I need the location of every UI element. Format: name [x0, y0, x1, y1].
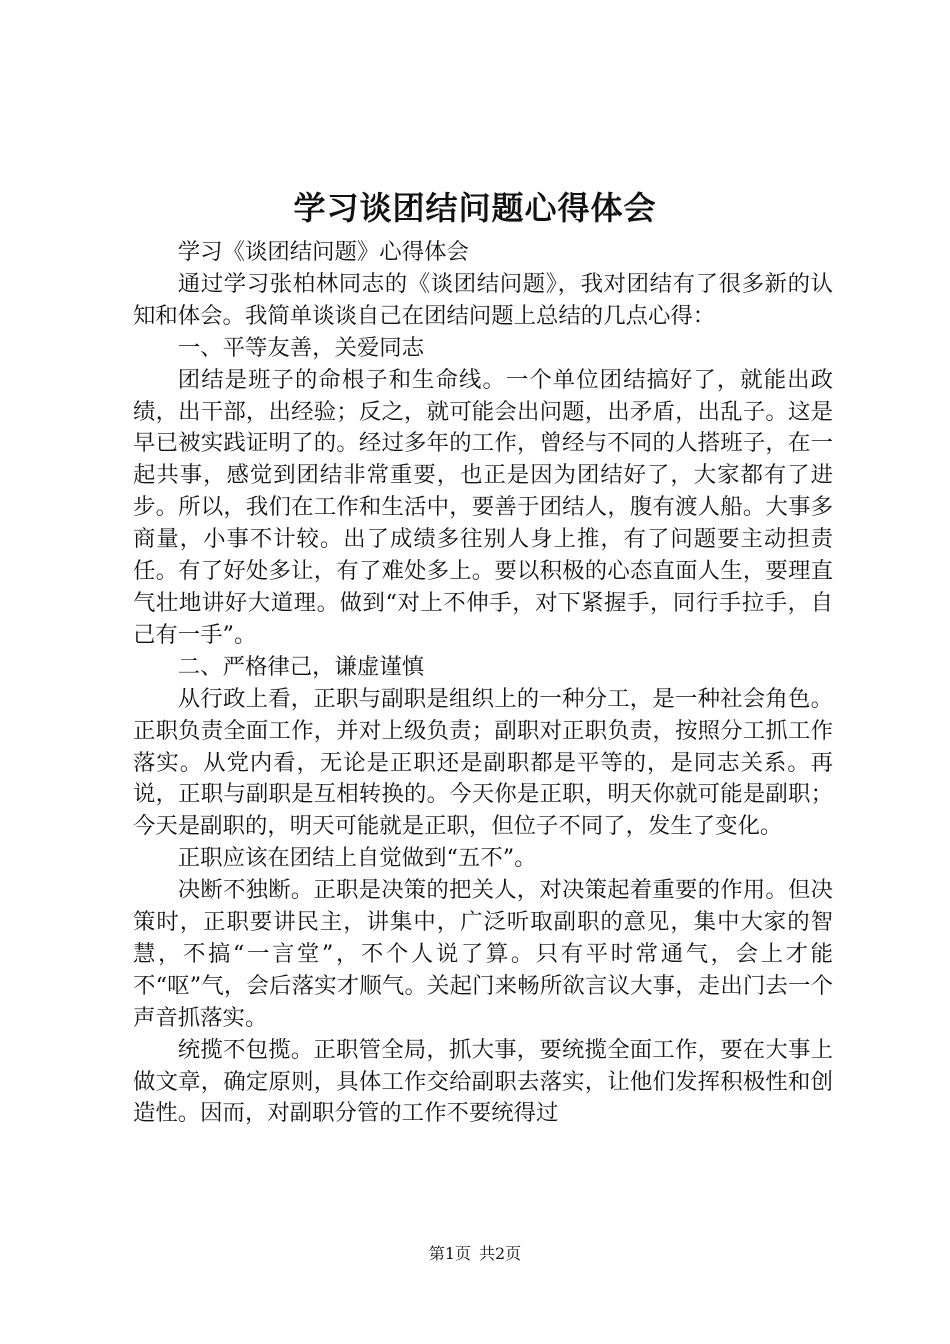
paragraph: 统揽不包揽。正职管全局，抓大事，要统揽全面工作，要在大事上做文章，确定原则，具体工作交给副职去落实，让他们发挥积极性和创造性。因而，对副职分管的工作不要统得过: [133, 1036, 833, 1127]
paragraph-subtitle: 学习《谈团结问题》心得体会: [177, 239, 469, 265]
paragraph: 正职应该在团结上自觉做到“五不”。: [177, 845, 537, 872]
document-body: [133, 237, 833, 1130]
paragraph: 团结是班子的命根子和生命线。一个单位团结搞好了，就能出政绩，出干部，出经验；反之，就可能会出问题，出矛盾，出乱子。这是早已被实践证明了的。经过多年的工作，曾经与不同的人搭班子，在一起共事，感觉到团结非常重要，也正是因为团结好了，大家都有了进步。所以，我们在工作和生活中，要善于团结人，腹有渡人船。大事多商量，小事不计较。出了成绩多往别人身上推，有了问题要主动担责任。有了好处多让，有了难处多上。要以积极的心态直面人生，要理直气壮地讲好大道理。做到“对上不伸手，对下紧握手，同行手拉手，自己有一手”。: [133, 366, 833, 648]
section-heading-2: 二、严格律己，谦虚谨慎: [177, 653, 425, 680]
paragraph: 决断不独断。正职是决策的把关人，对决策起着重要的作用。但决策时，正职要讲民主，讲集中，广泛听取副职的意见，集中大家的智慧，不搞“一言堂”，不个人说了算。只有平时常通气，会上才能不“呕”气，会后落实才顺气。关起门来畅所欲言议大事，走出门去一个声音抓落实。: [133, 877, 833, 1031]
page-number: 第1页: [428, 1244, 471, 1263]
page-total: 共2页: [479, 1244, 522, 1263]
paragraph-intro: 通过学习张柏林同志的《谈团结问题》，我对团结有了很多新的认知和体会。我简单谈谈自己在团结问题上总结的几点心得：: [133, 270, 833, 329]
paragraph: 从行政上看，正职与副职是组织上的一种分工，是一种社会角色。正职负责全面工作，并对上级负责；副职对正职负责，按照分工抓工作落实。从党内看，无论是正职还是副职都是平等的，是同志关系。再说，正职与副职是互相转换的。今天你是正职，明天你就可能是副职；今天是副职的，明天可能就是正职，但位子不同了，发生了变化。: [133, 685, 833, 840]
section-heading-1: 一、平等友善，关爱同志: [177, 334, 425, 361]
document-title: 学习谈团结问题心得体会: [293, 189, 657, 227]
page-footer: [0, 1243, 950, 1265]
